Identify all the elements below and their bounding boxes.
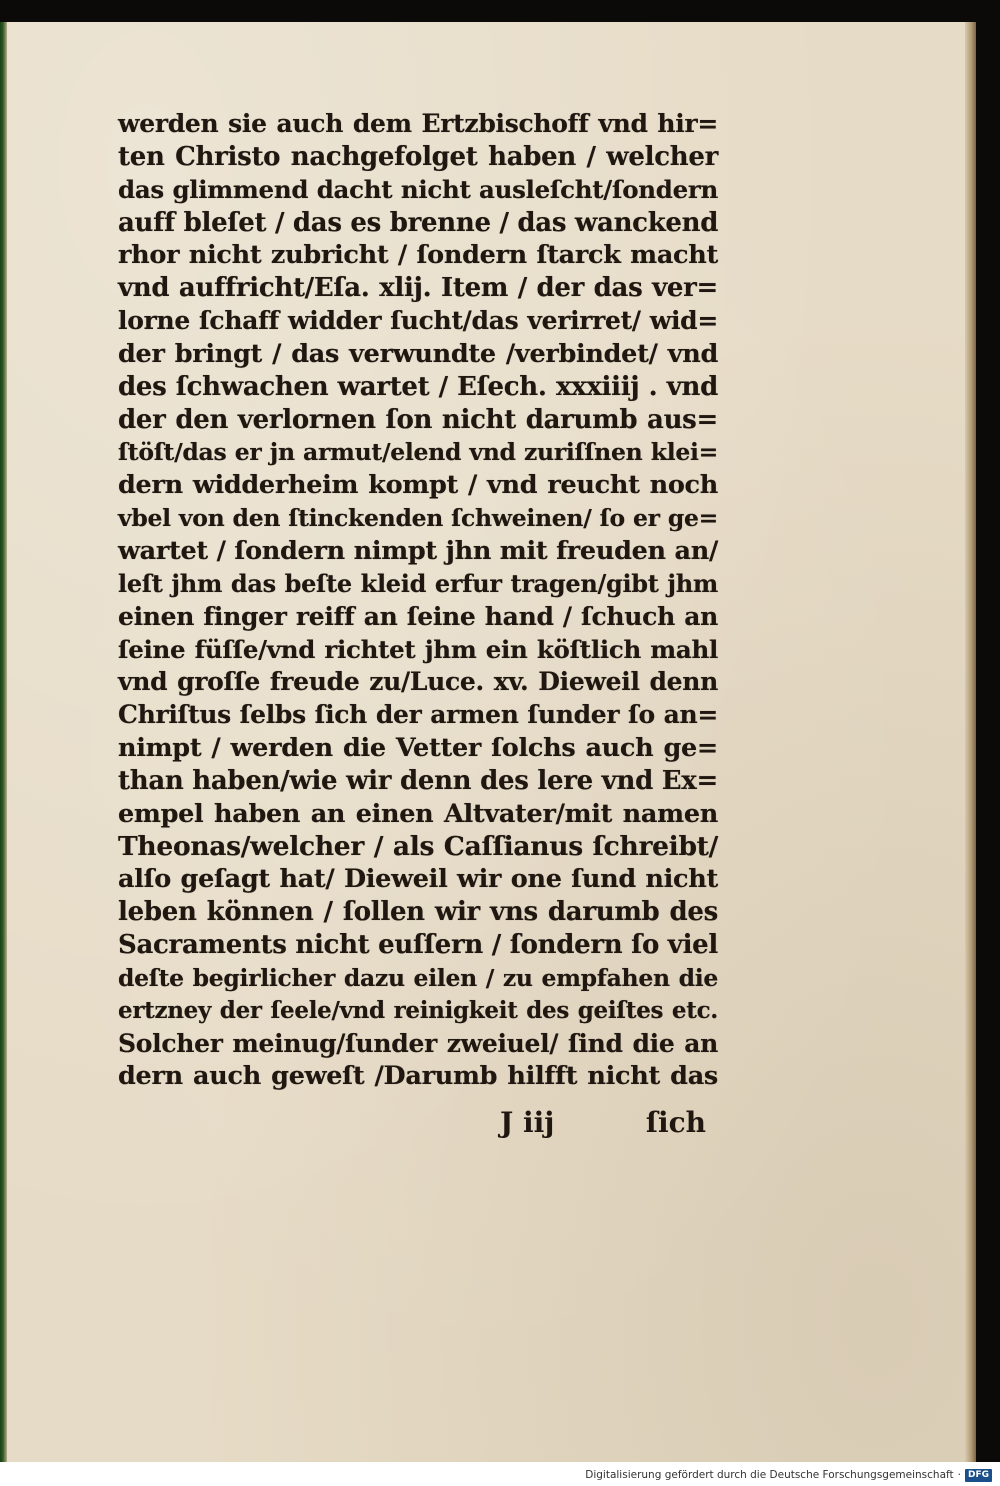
text-line: leben können / ſollen wir vns darumb des (118, 897, 718, 928)
scan-background-right (972, 0, 1000, 1462)
text-line: empel haben an einen Altvater/mit namen (118, 798, 718, 829)
text-line: einen finger reiff an ſeine hand / ſchuch an (118, 601, 718, 631)
text-line: vbel von den ſtinckenden ſchweinen/ ſo er ge= (118, 504, 718, 533)
text-line: alſo geſagt hat/ Dieweil wir one ſund nicht (118, 864, 718, 895)
text-line: than haben/wie wir denn des lere vnd Ex= (118, 765, 718, 796)
text-line: der bringt / das verwundte /verbindet/ vnd (118, 338, 718, 369)
text-line: der den verlornen ſon nicht darumb aus= (118, 404, 718, 435)
page-right-edge (965, 22, 976, 1462)
dfg-logo-icon: DFG (965, 1469, 992, 1482)
text-line: ten Christo nachgefolget haben / welcher (118, 141, 718, 172)
text-line: des ſchwachen wartet / Eſech. xxxiiij . vnd (118, 371, 718, 402)
text-line: Chriſtus ſelbs ſich der armen ſunder ſo an= (118, 700, 718, 730)
text-line: Solcher meinug/ſunder zweiuel/ ſind die an (118, 1028, 718, 1058)
text-line: dern auch geweſt /Darumb hilfft nicht das (118, 1061, 718, 1092)
text-line: lorne ſchaff widder ſucht/das verirret/ wid= (118, 306, 718, 336)
text-line: auff bleſet / das es brenne / das wanckend (118, 207, 719, 238)
text-line: rhor nicht zubricht / ſondern ſtarck macht (118, 240, 718, 271)
text-line: das glimmend dacht nicht ausleſcht/ſondern (118, 174, 718, 204)
text-line: Sacraments nicht euſſern / ſondern ſo viel (118, 930, 718, 961)
text-line: nimpt / werden die Vetter ſolchs auch ge= (118, 733, 718, 764)
catchword: ſich (645, 1106, 706, 1139)
page-footer (490, 1106, 720, 1142)
text-line: leſt jhm das beſte kleid erfur tragen/gibt jhm (118, 568, 718, 598)
text-line: ſeine füſſe/vnd richtet jhm ein köſtlich mahl (118, 634, 718, 664)
text-line: vnd auffricht/Eſa. xlij. Item / der das ver= (118, 273, 718, 304)
credit-text: Digitalisierung gefördert durch die Deutsche Forschungsgemeinschaft (585, 1469, 954, 1481)
text-line: ſtöſt/das er jn armut/elend vnd zuriſſnen klei= (118, 438, 718, 467)
text-line: vnd groſſe freude zu/Luce. xv. Dieweil denn (118, 667, 718, 697)
funding-credit (585, 1466, 992, 1484)
text-line: werden sie auch dem Ertzbischoff vnd hir= (118, 109, 718, 138)
signature-mark: J iij (500, 1106, 555, 1139)
page-left-edge (0, 22, 7, 1462)
text-line: Theonas/welcher / als Caſſianus ſchreibt/ (118, 830, 718, 862)
credit-separator: · (957, 1469, 961, 1481)
text-line: deſte begirlicher dazu eilen / zu empfahen die (118, 963, 718, 992)
page-text (118, 108, 718, 1093)
text-line: ertzney der ſeele/vnd reinigkeit des geiſtes etc. (118, 996, 718, 1024)
text-line: dern widderheim kompt / vnd reucht noch (118, 470, 718, 501)
text-line: wartet / ſondern nimpt jhn mit freuden an/ (118, 535, 718, 566)
